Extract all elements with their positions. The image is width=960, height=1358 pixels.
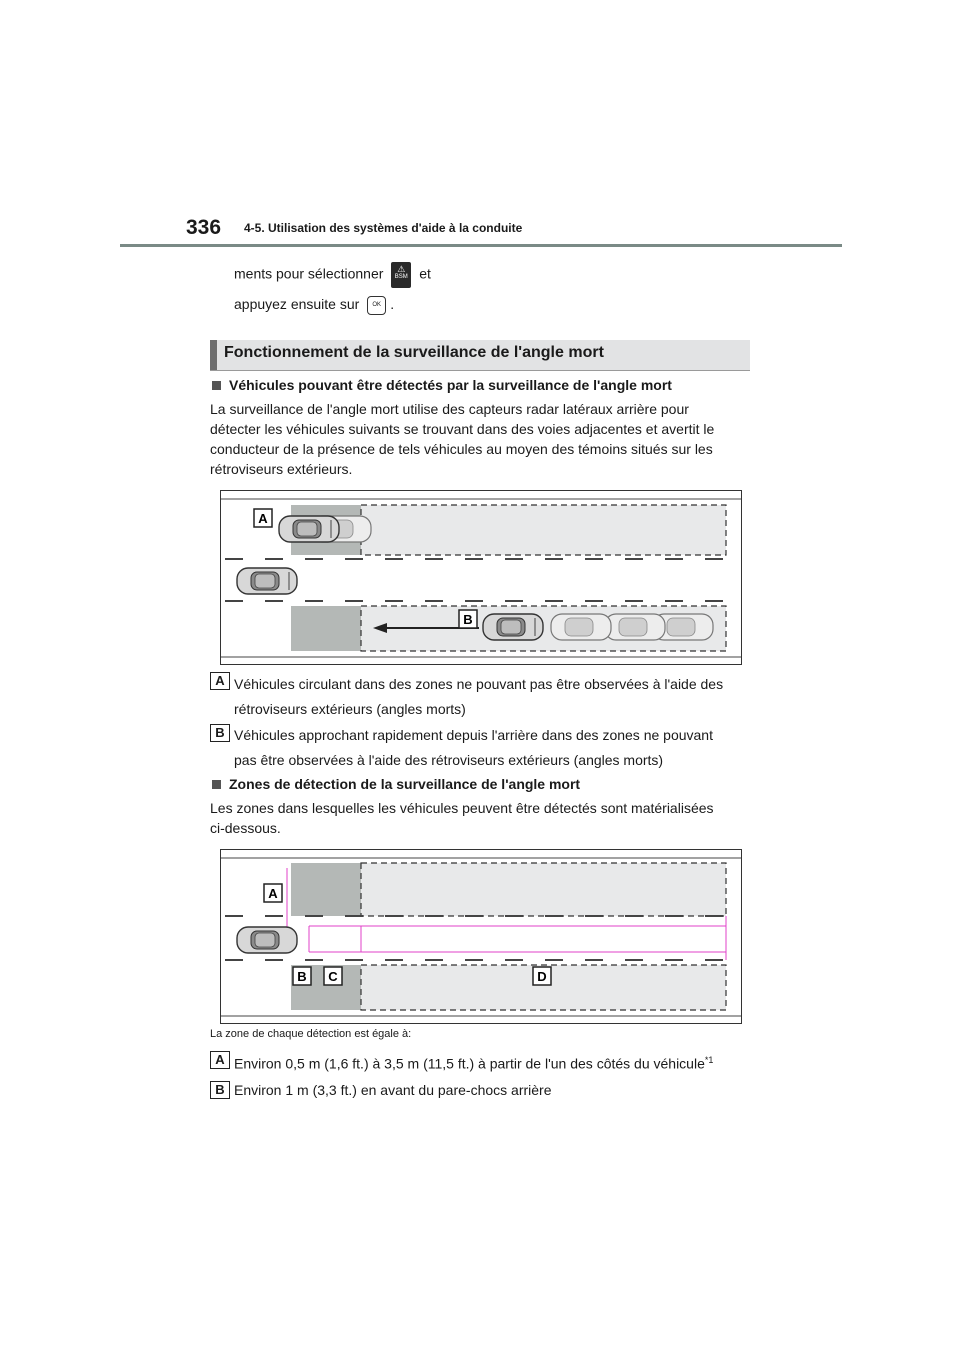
figure-blind-spot-vehicles — [220, 490, 742, 665]
block1-paragraph — [210, 399, 714, 479]
intro-line-2-end: . — [390, 296, 395, 312]
bsm-icon-label: BSM — [394, 274, 408, 280]
page-number: 336 — [186, 216, 222, 239]
header-rule — [120, 244, 842, 247]
intro-line-2 — [234, 294, 394, 315]
zone-near-top — [291, 863, 361, 916]
intro-line-1-text: ments pour sélectionner — [234, 265, 384, 282]
bullet-square-icon — [212, 780, 221, 789]
bsm-icon: ⚠ BSM — [391, 262, 411, 288]
block1-line: conducteur de la présence de tels véhicules au moyen des témoins situés sur les — [210, 441, 713, 457]
chapter-title: 4-5. Utilisation des systèmes d'aide à la conduite — [244, 221, 523, 235]
block2-heading: Zones de détection de la surveillance de l'angle mort — [229, 776, 581, 792]
section-title: Fonctionnement de la surveillance de l'angle mort — [224, 344, 604, 361]
block1-heading: Véhicules pouvant être détectés par la surveillance de l'angle mort — [229, 377, 672, 393]
block1-line: détecter les véhicules suivants se trouvant dans des voies adjacentes et avertit le — [210, 421, 715, 437]
legend2-item-b: Environ 1 m (3,3 ft.) en avant du pare-chocs arrière — [234, 1082, 552, 1098]
legend1-badge-a: A — [210, 672, 230, 690]
lane-markings — [221, 916, 741, 960]
legend1-b-line: Véhicules approchant rapidement depuis l'arrière dans des zones ne pouvant — [234, 727, 713, 743]
figure1-label-a: A — [258, 511, 268, 526]
figure2-caption: La zone de chaque détection est égale à: — [210, 1028, 412, 1040]
figure2-label-b: B — [297, 969, 307, 984]
ok-button-icon — [367, 296, 386, 315]
block2-line: Les zones dans lesquelles les véhicules peuvent être détectés sont matérialisées — [210, 800, 714, 816]
legend1-item-b — [234, 723, 713, 773]
lane-markings — [221, 559, 741, 601]
footnote-marker: *1 — [704, 1055, 714, 1065]
own-car-icon — [237, 568, 297, 594]
legend2-item-a — [234, 1050, 713, 1074]
block2-line: ci-dessous. — [210, 820, 281, 836]
car-a-icon — [279, 516, 339, 542]
intro-line-1 — [234, 262, 431, 288]
zone-near-bottom — [291, 606, 361, 651]
legend1-badge-b: B — [210, 724, 230, 742]
legend1-a-line: rétroviseurs extérieurs (angles morts) — [234, 701, 466, 717]
zone-far-top — [361, 505, 726, 555]
section-header-bar — [210, 340, 217, 370]
car-ghost-icon — [551, 614, 611, 640]
figure2-label-c: C — [328, 969, 338, 984]
block1-line: rétroviseurs extérieurs. — [210, 461, 353, 477]
own-car-icon — [237, 927, 297, 953]
legend1-b-line: pas être observées à l'aide des rétroviseurs extérieurs (angles morts) — [234, 752, 664, 768]
figure-detection-zones — [220, 849, 742, 1024]
car-ghost-icon — [605, 614, 665, 640]
bullet-square-icon — [212, 381, 221, 390]
section-underline — [210, 370, 750, 371]
zone-far-top — [361, 863, 726, 916]
legend2-badge-a: A — [210, 1051, 230, 1069]
intro-line-1-end: et — [419, 265, 431, 282]
block2-paragraph — [210, 798, 714, 838]
legend1-a-line: Véhicules circulant dans des zones ne pouvant pas être observées à l'aide des — [234, 676, 724, 692]
legend2-a-text: Environ 0,5 m (1,6 ft.) à 3,5 m (11,5 ft.) à partir de l'un des côtés du véhicule — [234, 1055, 705, 1072]
legend2-badge-b: B — [210, 1081, 230, 1099]
figure2-label-a: A — [268, 886, 278, 901]
figure1-label-b: B — [463, 612, 473, 627]
block1-line: La surveillance de l'angle mort utilise des capteurs radar latéraux arrière pour — [210, 401, 689, 417]
ok-icon-label: OK — [372, 301, 382, 308]
legend1-item-a — [234, 672, 723, 722]
figure2-label-d: D — [537, 969, 547, 984]
intro-line-2-text: appuyez ensuite sur — [234, 296, 360, 312]
car-b-icon — [483, 614, 543, 640]
